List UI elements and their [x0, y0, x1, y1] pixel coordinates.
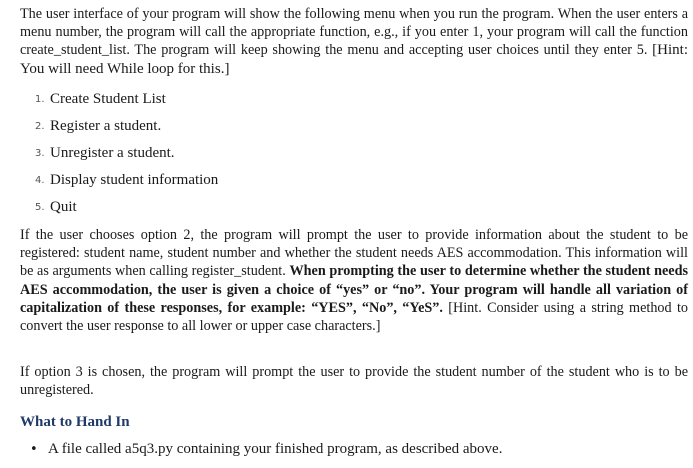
hand-in-item-text: A file called a5q3.py containing your finished program, as described above.: [48, 441, 503, 457]
menu-item-number: 3.: [35, 148, 45, 159]
option2-text-b: [Hint. Consider using a string method to convert the user response to all lower or upper case characters.]: [20, 299, 688, 335]
menu-item-display: [35, 167, 218, 194]
menu-item-quit: [35, 194, 218, 221]
option2-paragraph: [20, 226, 688, 335]
hand-in-heading: What to Hand In: [20, 414, 130, 430]
menu-item-unregister: [35, 140, 218, 167]
option2-bold-text: When prompting the user to determine whether the student needs AES accommodation, the user is given a choice of “yes” or “no”. Your program will handle all variation of capitalization of these responses, for example: “YES”, “No”, “YeS”.: [20, 263, 688, 316]
menu-list: [35, 86, 218, 221]
menu-item-number: 1.: [35, 94, 45, 105]
intro-text: The user interface of your program will show the following menu when you run the program. When the user enters a menu number, the program will call the appropriate function, e.g., if you enter 1, your program will call the function create_student_list. The program will keep showing the menu and accepting user choices until they enter 5.: [20, 6, 688, 59]
menu-item-label: Create Student List: [50, 91, 166, 107]
menu-item-create-list: [35, 86, 218, 113]
menu-item-label: Display student information: [50, 172, 219, 188]
bullet-icon: •: [30, 442, 38, 457]
menu-item-label: Quit: [50, 199, 77, 215]
hand-in-item: [30, 441, 502, 458]
option2-text-a: If the user chooses option 2, the program will prompt the user to provide information about the student to be registered: student name, student number and whether the student needs AES accommodation. This information will be as arguments when calling register_student.: [20, 227, 688, 280]
menu-item-label: Register a student.: [50, 118, 162, 134]
option3-paragraph: If option 3 is chosen, the program will prompt the user to provide the student number of the student who is to be unregistered.: [20, 364, 688, 399]
menu-item-number: 5.: [35, 202, 45, 213]
menu-item-number: 2.: [35, 121, 45, 132]
hand-in-list: [30, 441, 502, 458]
menu-item-number: 4.: [35, 175, 45, 186]
intro-paragraph: [20, 5, 688, 78]
menu-item-register: [35, 113, 218, 140]
menu-item-label: Unregister a student.: [50, 145, 175, 161]
intro-hint: [Hint: You will need While loop for this.]: [20, 42, 688, 77]
